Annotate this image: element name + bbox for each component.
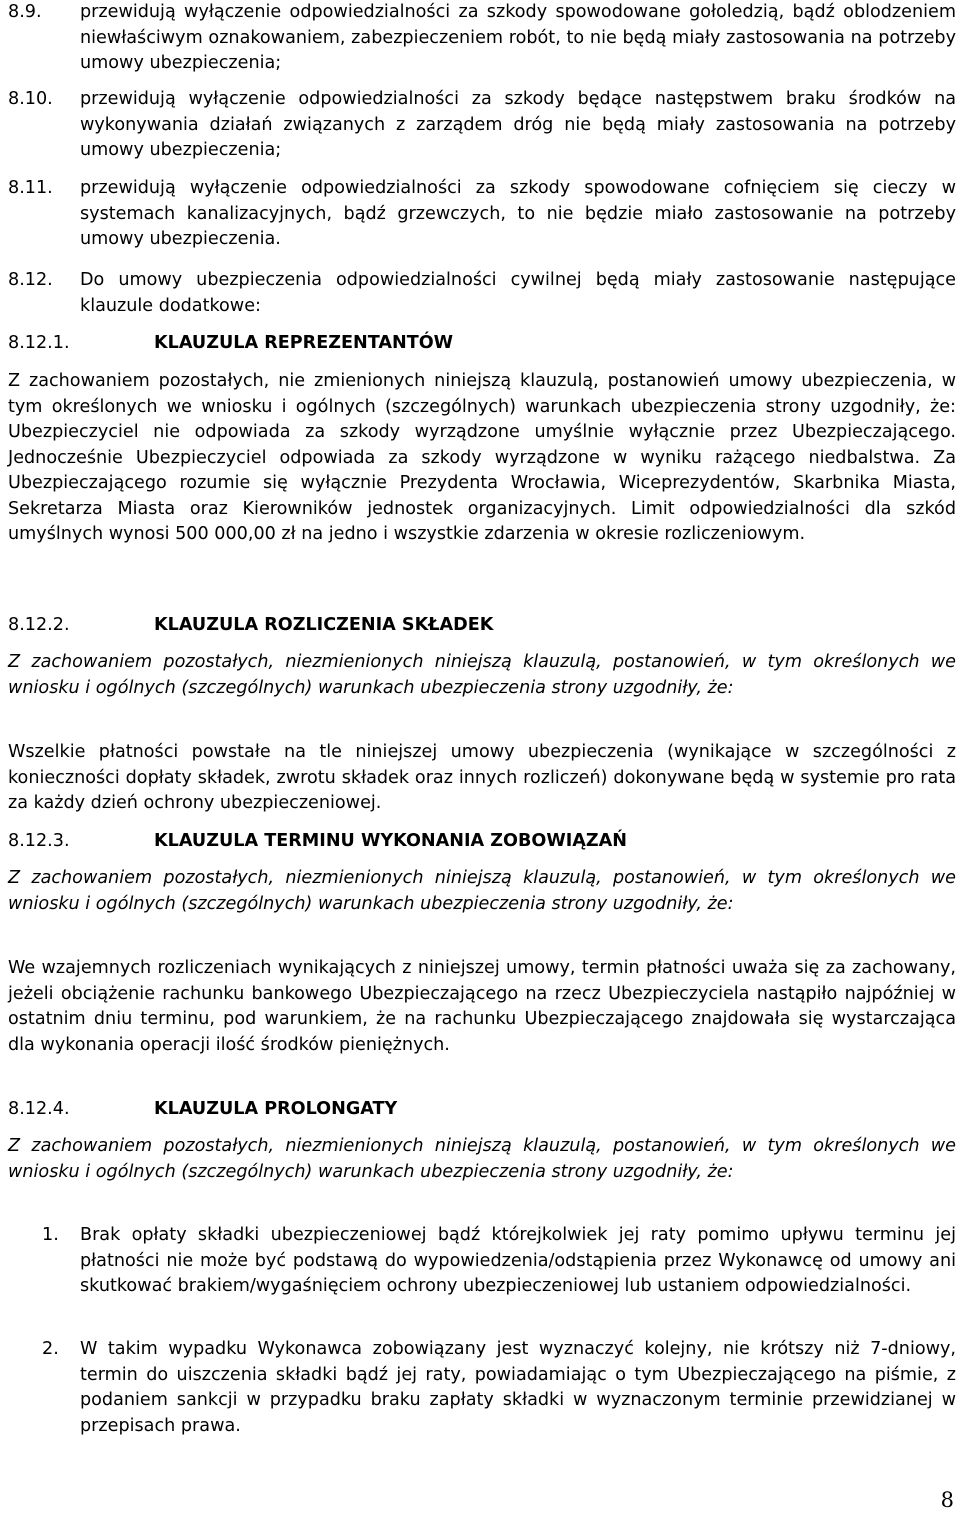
clause-number: 8.12.2.: [8, 615, 70, 635]
item-number: 8.10.: [8, 89, 53, 109]
clause-title: KLAUZULA TERMINU WYKONANIA ZOBOWIĄZAŃ: [154, 831, 628, 851]
item-text: Brak opłaty składki ubezpieczeniowej bądź którejkolwiek jej raty pomimo upływu terminu jej płatności nie może być podstawą do wypowiedzenia/odstąpienia przez Wykonawcę od umowy ani skutkować brakiem/wygaśnięciem ochrony ubezpieczeniowej lub ustaniem odpowiedzialności.: [80, 1225, 956, 1296]
clause-heading-representatives: [8, 331, 956, 356]
item-number: 8.11.: [8, 178, 53, 198]
numbered-item-1: [8, 1223, 956, 1300]
clause-heading-premium-settlement: [8, 613, 956, 638]
clause-body-premium-settlement: Wszelkie płatności powstałe na tle niniejszej umowy ubezpieczenia (wynikające w szczególności z konieczności dopłaty składek, zwrotu składek oraz innych rozliczeń) dokonywane będą w systemie pro rata za każdy dzień ochrony ubezpieczeniowej.: [8, 742, 956, 813]
clause-title: KLAUZULA REPREZENTANTÓW: [154, 333, 454, 353]
item-number: 8.12.: [8, 270, 53, 290]
item-text: W takim wypadku Wykonawca zobowiązany jest wyznaczyć kolejny, nie krótszy niż 7-dniowy, termin do uiszczenia składki bądź jej raty, powiadamiając o tym Ubezpieczającego na piśmie, z podaniem sankcji w przypadku braku zapłaty składki w wyznaczonym terminie przewidzianej w przepisach prawa.: [80, 1339, 956, 1436]
clause-title: KLAUZULA PROLONGATY: [154, 1099, 398, 1119]
item-text: przewidują wyłączenie odpowiedzialności za szkody spowodowane gołoledzią, bądź oblodzeniem niewłaściwym oznakowaniem, zabezpieczeniem robót, to nie będą miały zastosowania na potrzeby umowy ubezpieczenia;: [80, 2, 956, 73]
clause-intro-premium-settlement: Z zachowaniem pozostałych, niezmienionych niniejszą klauzulą, postanowień, w tym określonych we wniosku i ogólnych (szczególnych) warunkach ubezpieczenia strony uzgodniły, że:: [8, 652, 956, 698]
clause-intro-prolongation: Z zachowaniem pozostałych, niezmienionych niniejszą klauzulą, postanowień, w tym określonych we wniosku i ogólnych (szczególnych) warunkach ubezpieczenia strony uzgodniły, że:: [8, 1136, 956, 1182]
clause-number: 8.12.1.: [8, 333, 70, 353]
clause-heading-payment-deadline: [8, 829, 956, 854]
item-text: przewidują wyłączenie odpowiedzialności za szkody będące następstwem braku środków na wykonywania działań związanych z zarządem dróg nie będą miały zastosowania na potrzeby umowy ubezpieczenia;: [80, 89, 956, 160]
clause-title: KLAUZULA ROZLICZENIA SKŁADEK: [154, 615, 494, 635]
item-number: 1.: [42, 1225, 59, 1245]
item-text: Do umowy ubezpieczenia odpowiedzialności cywilnej będą miały zastosowanie następujące klauzule dodatkowe:: [80, 270, 956, 316]
list-item-8-11: [8, 176, 956, 253]
item-number: 2.: [42, 1339, 59, 1359]
clause-body-representatives: Z zachowaniem pozostałych, nie zmienionych niniejszą klauzulą, postanowień umowy ubezpieczenia, w tym określonych we wniosku i ogólnych (szczególnych) warunkach ubezpieczenia strony uzgodniły, że: Ubezpieczyciel nie odpowiada za szkody wyrządzone umyślnie wyłącznie przez Ubezpieczającego. Jednocześnie Ubezpieczyciel odpowiada za szkody wyrządzone w wyniku rażącego niedbalstwa. Za Ubezpieczającego rozumie się wyłącznie Prezydenta Wrocławia, Wiceprezydentów, Skarbnika Miasta, Sekretarza Miasta oraz Kierowników jednostek organizacyjnych. Limit odpowiedzialności dla szkód umyślnych wynosi 500 000,00 zł na jedno i wszystkie zdarzenia w okresie rozliczeniowym.: [8, 371, 956, 544]
clause-heading-prolongation: [8, 1097, 956, 1122]
clause-number: 8.12.4.: [8, 1099, 70, 1119]
clause-body-payment-deadline: We wzajemnych rozliczeniach wynikających z niniejszej umowy, termin płatności uważa się za zachowany, jeżeli obciążenie rachunku bankowego Ubezpieczającego na rzecz Ubezpieczyciela nastąpiło najpóźniej w ostatnim dniu terminu, pod warunkiem, że na rachunku Ubezpieczającego znajdowała się wystarczająca dla wykonania operacji ilość środków pieniężnych.: [8, 958, 956, 1055]
clause-intro-payment-deadline: Z zachowaniem pozostałych, niezmienionych niniejszą klauzulą, postanowień, w tym określonych we wniosku i ogólnych (szczególnych) warunkach ubezpieczenia strony uzgodniły, że:: [8, 868, 956, 914]
numbered-item-2: [8, 1337, 956, 1439]
item-text: przewidują wyłączenie odpowiedzialności za szkody spowodowane cofnięciem się cieczy w systemach kanalizacyjnych, bądź grzewczych, to nie będzie miało zastosowanie na potrzeby umowy ubezpieczenia.: [80, 178, 956, 249]
list-item-8-9: [8, 0, 956, 77]
page-number: 8: [940, 1488, 954, 1512]
list-item-8-10: [8, 87, 956, 164]
item-number: 8.9.: [8, 2, 42, 22]
clause-number: 8.12.3.: [8, 831, 70, 851]
list-item-8-12: [8, 268, 956, 319]
